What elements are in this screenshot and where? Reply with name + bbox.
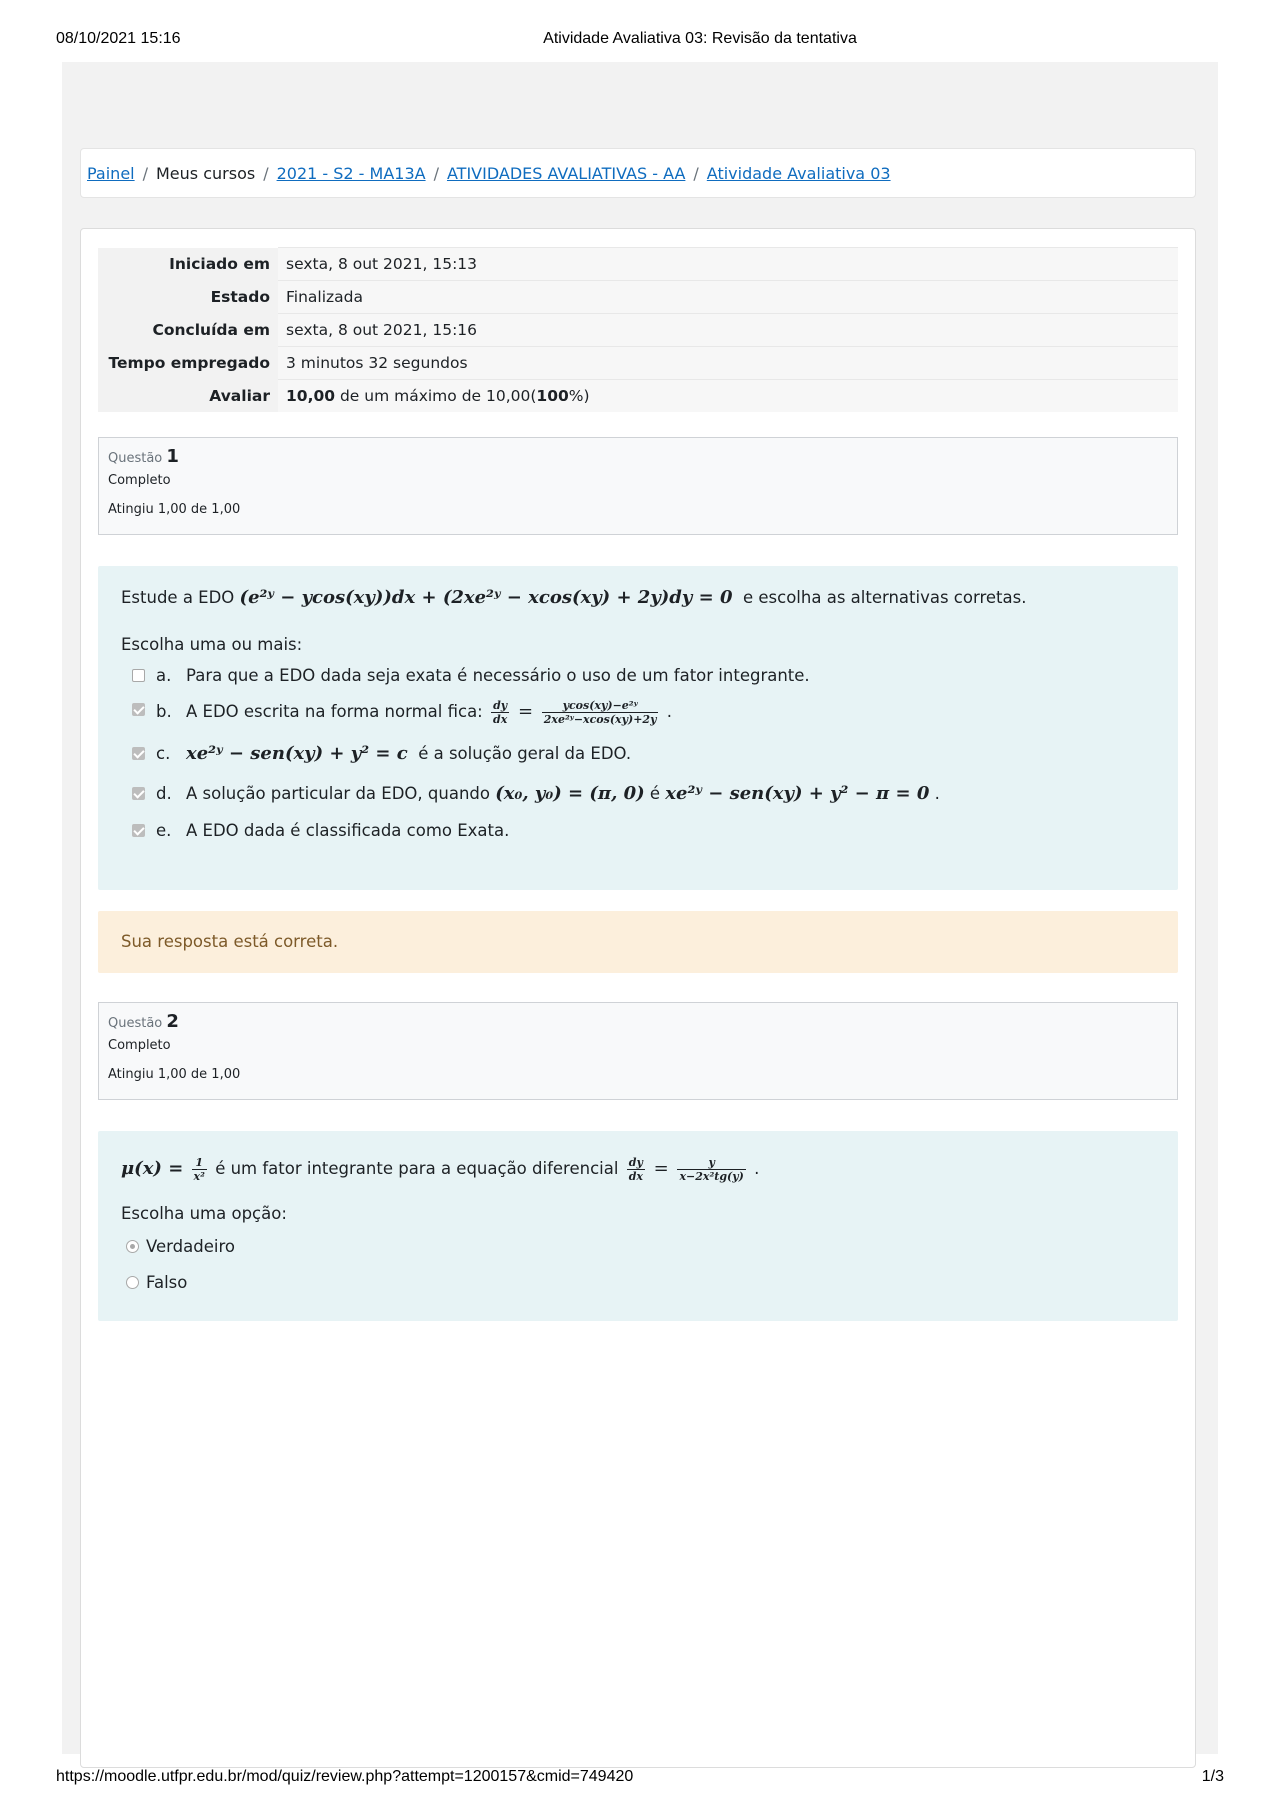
breadcrumb (80, 148, 1196, 198)
option-text: A EDO dada é classificada como Exata. (186, 821, 510, 840)
option-letter: e. (156, 821, 172, 840)
grade-mid: de um máximo de 10,00( (335, 387, 537, 405)
summary-value: 3 minutos 32 segundos (278, 347, 1178, 380)
question-2-prompt: μ(x) = $\frac{1}{\text{x²}}$ é um fator integrante para a equação diferencial $\frac{dy}{dx}$ = $\frac{y}{\text{x−2x²tg(y)}}$ . (121, 1156, 760, 1183)
fraction-dy-dx: $\frac{dy}{dx}$ (493, 699, 508, 726)
option-letter: b. (156, 702, 172, 721)
choose-label: Escolha uma ou mais: (121, 635, 303, 654)
option-false[interactable] (121, 1265, 1155, 1301)
mu-expression: μ(x) = (121, 1158, 184, 1179)
grade-percent: 100 (536, 387, 569, 405)
question-2-info (98, 1002, 1178, 1100)
print-footer (56, 1768, 1224, 1792)
grade-end: %) (568, 387, 590, 405)
checkbox-checked[interactable] (132, 703, 145, 716)
summary-label: Tempo empregado (98, 347, 278, 380)
summary-label: Estado (98, 281, 278, 314)
breadcrumb-separator: / (693, 164, 699, 183)
checkbox-checked[interactable] (132, 787, 145, 800)
option-text: Para que a EDO dada seja exata é necessário o uso de um fator integrante. (186, 666, 810, 685)
summary-value: sexta, 8 out 2021, 15:13 (278, 248, 1178, 281)
prompt-text: e escolha as alternativas corretas. (743, 588, 1027, 607)
answer-options (121, 1229, 1155, 1301)
breadcrumb-quiz[interactable]: Atividade Avaliativa 03 (706, 164, 891, 183)
question-1-prompt (121, 584, 1155, 612)
print-page-number: 1/3 (1201, 1768, 1224, 1785)
option-text: é (649, 784, 661, 803)
option-d[interactable]: d. A solução particular da EDO, quando (x₀, y₀) = (π, 0) é xe²ʸ − sen(xy) + y² − π = 0 . (121, 774, 1155, 814)
summary-label: Concluída em (98, 314, 278, 347)
checkbox-unchecked[interactable] (132, 669, 145, 682)
option-letter: c. (156, 744, 171, 763)
print-header (56, 30, 1224, 54)
summary-row-started (98, 248, 1178, 281)
breadcrumb-painel[interactable]: Painel (87, 164, 135, 183)
summary-value (278, 380, 1178, 413)
question-mark: Atingiu 1,00 de 1,00 (108, 502, 241, 517)
question-mark: Atingiu 1,00 de 1,00 (108, 1067, 241, 1082)
checkbox-checked[interactable] (132, 747, 145, 760)
question-label: Questão (108, 451, 163, 466)
question-2-formulation (98, 1131, 1178, 1321)
prompt-text: é um fator integrante para a equação diferencial (215, 1159, 619, 1178)
option-equation: xe²ʸ − sen(xy) + y² = c (186, 743, 408, 764)
prompt-text: Estude a EDO (121, 588, 235, 607)
question-1-feedback: Sua resposta está correta. (98, 911, 1178, 973)
option-text: A EDO escrita na forma normal fica: (186, 702, 483, 721)
breadcrumb-course[interactable]: 2021 - S2 - MA13A (276, 164, 426, 183)
fraction-mu: $\frac{1}{\text{x²}}$ (193, 1156, 205, 1183)
option-text: é a solução geral da EDO. (418, 744, 632, 763)
prompt-equation: (e²ʸ − ycos(xy))dx + (2xe²ʸ − xcos(xy) + 2y)dy = 0 (239, 587, 733, 608)
option-b[interactable]: b. A EDO escrita na forma normal fica: $\frac{dy}{dx}$ = $\frac{\text{ycos(xy)−e²ʸ}}{\text{2xe²ʸ−xcos(xy)+2y}}$ . (121, 690, 1155, 734)
question-label: Questão (108, 1016, 163, 1031)
question-1-formulation (98, 566, 1178, 890)
question-no: 1 (166, 446, 179, 467)
fraction-rhs: $\frac{y}{\text{x−2x²tg(y)}}$ (679, 1156, 744, 1183)
summary-row-state (98, 281, 1178, 314)
option-text: A solução particular da EDO, quando (186, 784, 490, 803)
question-no: 2 (166, 1011, 179, 1032)
option-text: Verdadeiro (146, 1237, 235, 1256)
breadcrumb-section[interactable]: ATIVIDADES AVALIATIVAS - AA (446, 164, 686, 183)
fraction-dy-dx: $\frac{dy}{dx}$ (628, 1156, 643, 1183)
radio-checked[interactable] (126, 1240, 139, 1253)
option-letter: d. (156, 784, 172, 803)
radio-unchecked[interactable] (126, 1276, 139, 1289)
option-a[interactable] (121, 662, 1155, 690)
attempt-summary-table (98, 247, 1178, 412)
question-1-info (98, 437, 1178, 535)
summary-value: sexta, 8 out 2021, 15:16 (278, 314, 1178, 347)
question-number (108, 1011, 1168, 1032)
summary-label: Iniciado em (98, 248, 278, 281)
option-condition: (x₀, y₀) = (π, 0) (495, 783, 645, 804)
print-title: Atividade Avaliativa 03: Revisão da tentativa (543, 30, 857, 47)
summary-label: Avaliar (98, 380, 278, 413)
print-date: 08/10/2021 15:16 (56, 30, 181, 47)
summary-row-grade (98, 380, 1178, 413)
option-e[interactable] (121, 814, 1155, 848)
print-url: https://moodle.utfpr.edu.br/mod/quiz/review.php?attempt=1200157&cmid=749420 (56, 1768, 634, 1785)
breadcrumb-separator: / (433, 164, 439, 183)
breadcrumb-separator: / (142, 164, 148, 183)
option-text: Falso (146, 1273, 188, 1292)
question-status: Completo (108, 1038, 171, 1053)
summary-row-completed (98, 314, 1178, 347)
breadcrumb-separator: / (263, 164, 269, 183)
option-equation: xe²ʸ − sen(xy) + y² − π = 0 (665, 783, 930, 804)
question-number (108, 446, 1168, 467)
grade-score: 10,00 (286, 387, 336, 405)
summary-row-time (98, 347, 1178, 380)
option-c[interactable] (121, 734, 1155, 774)
breadcrumb-meus-cursos: Meus cursos (156, 164, 256, 183)
checkbox-checked[interactable] (132, 824, 145, 837)
option-letter: a. (156, 666, 172, 685)
option-true[interactable] (121, 1229, 1155, 1265)
question-status: Completo (108, 473, 171, 488)
summary-value: Finalizada (278, 281, 1178, 314)
choose-label: Escolha uma opção: (121, 1204, 287, 1223)
fraction-normal-form: $\frac{\text{ycos(xy)−e²ʸ}}{\text{2xe²ʸ−xcos(xy)+2y}}$ (543, 699, 657, 726)
answer-options (121, 662, 1155, 848)
